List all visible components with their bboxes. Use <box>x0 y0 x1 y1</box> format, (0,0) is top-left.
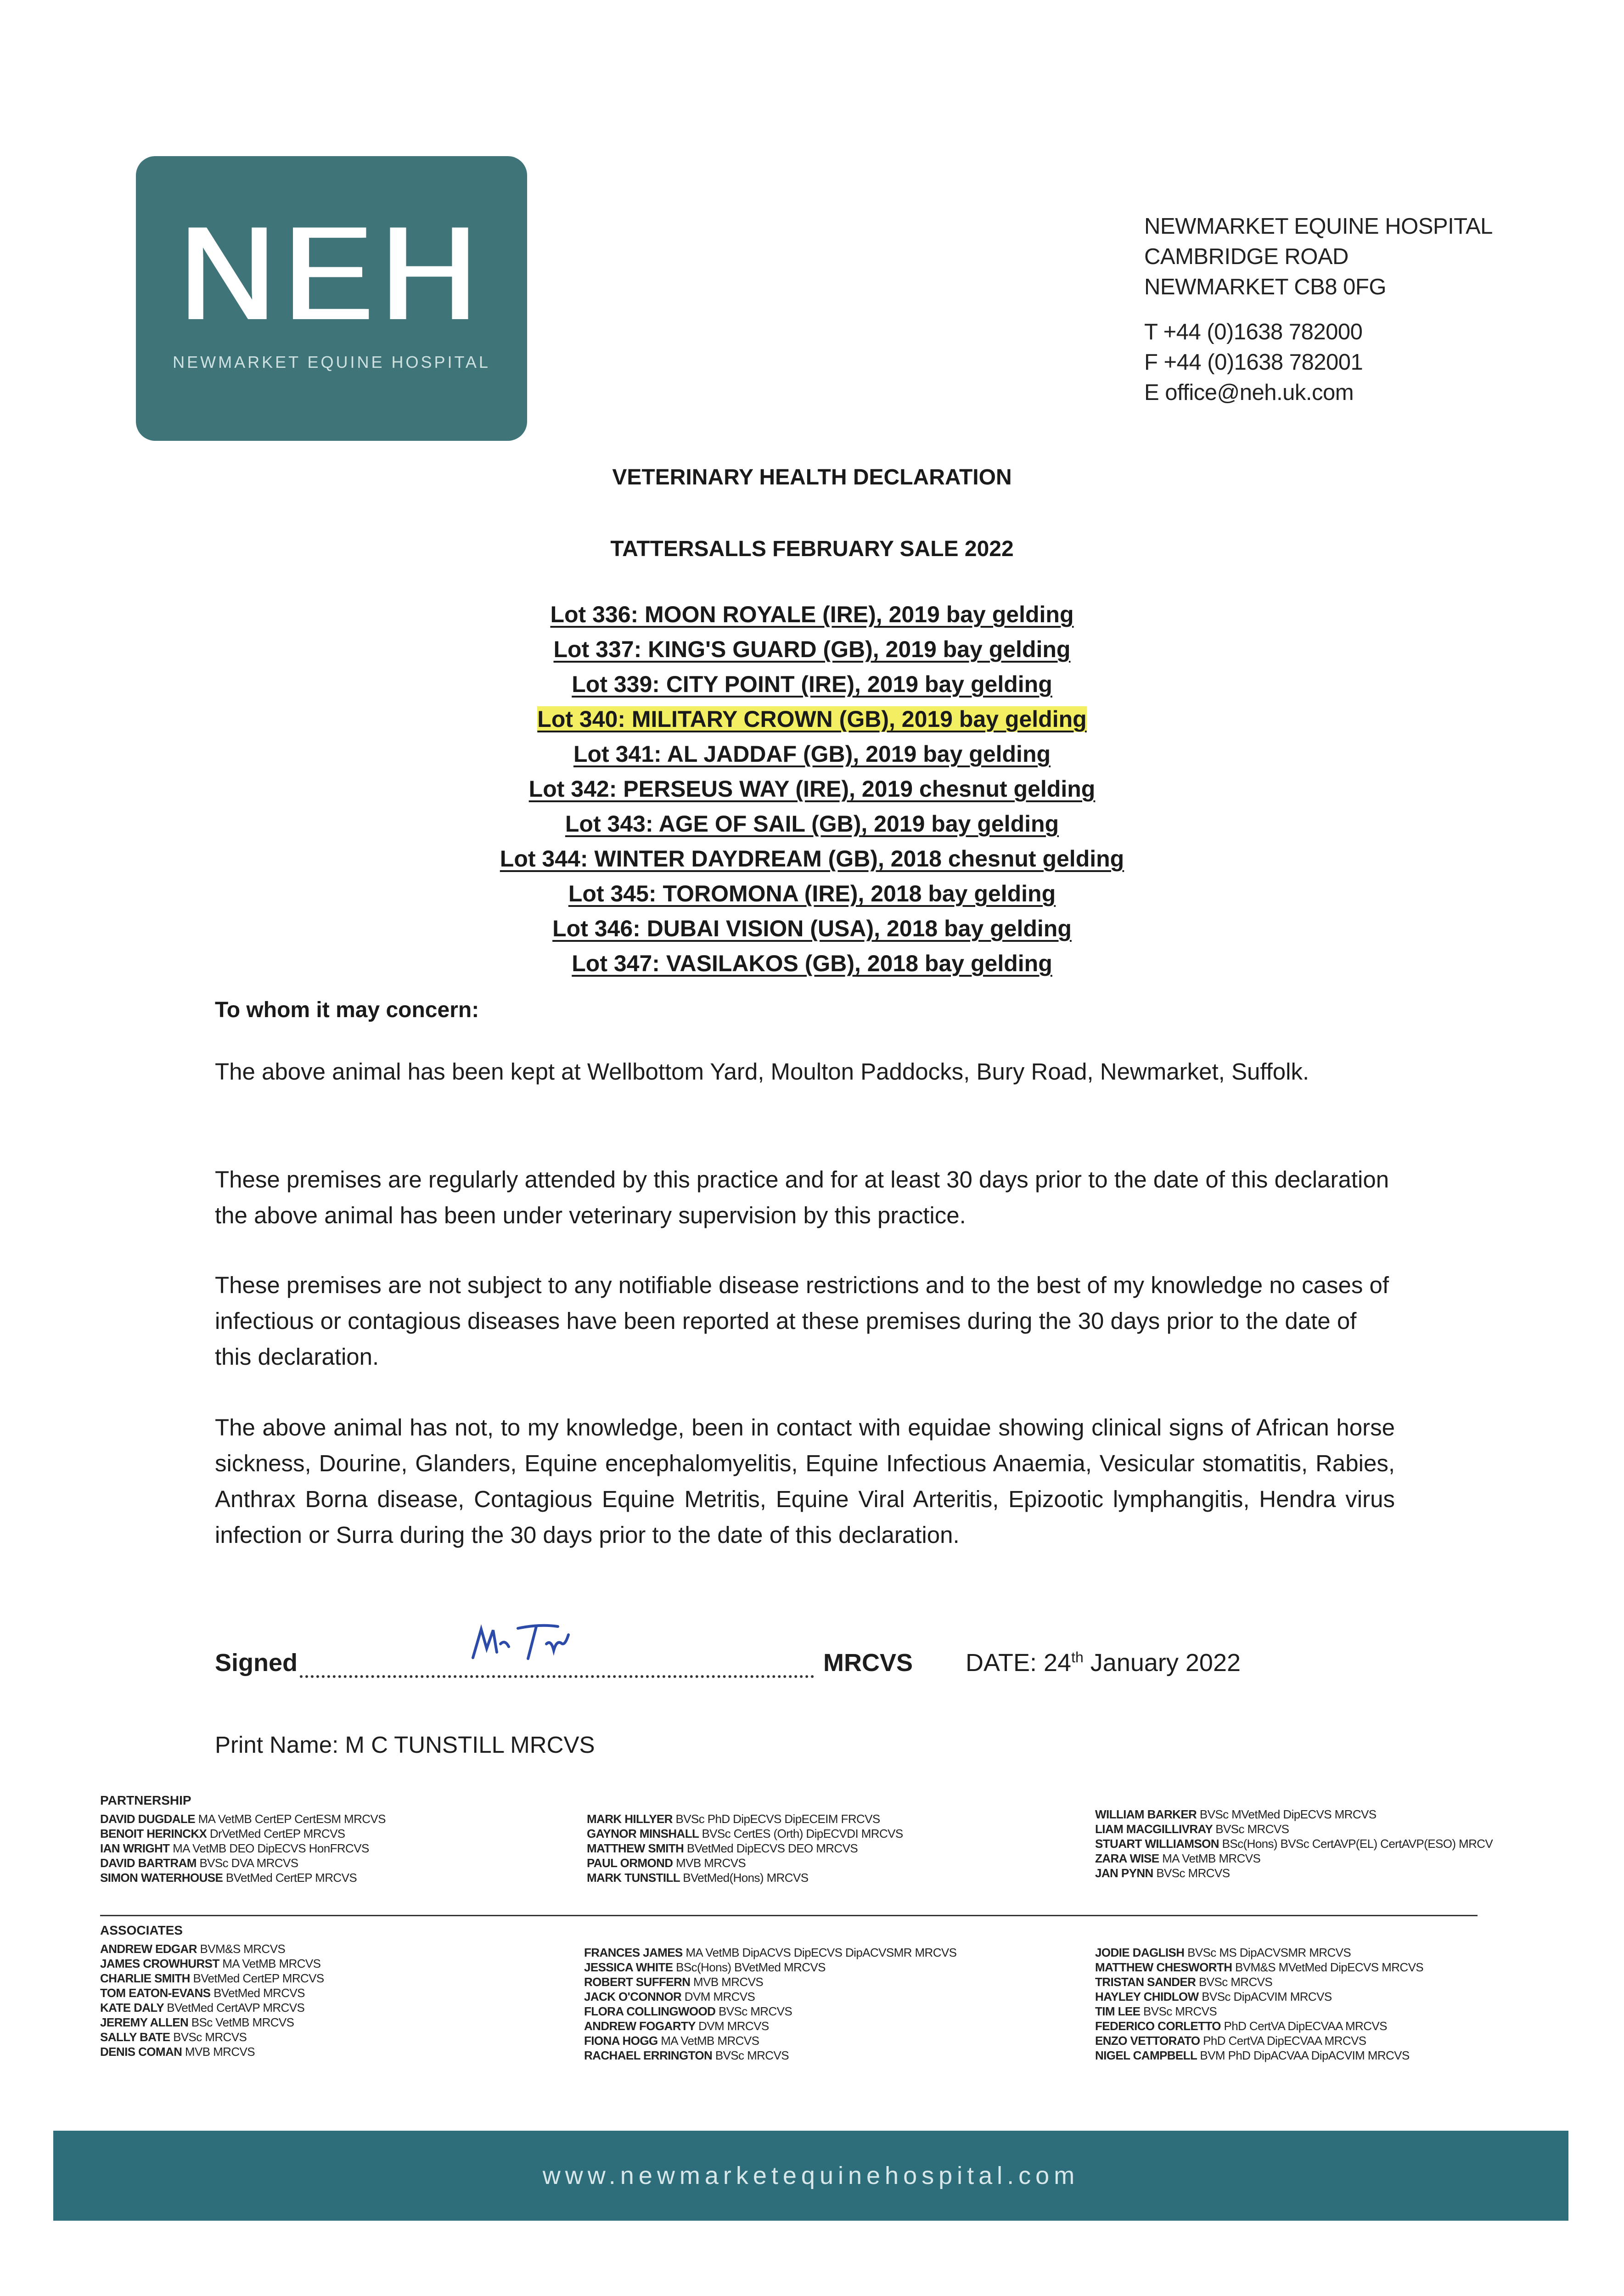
contact-lines <box>1144 317 1557 408</box>
staff-line: ZARA WISE MA VetMB MRCVS <box>1095 1851 1261 1865</box>
staff-line: HAYLEY CHIDLOW BVSc DipACVIM MRCVS <box>1095 1990 1332 2003</box>
hospital-name: NEWMARKET EQUINE HOSPITAL <box>1144 214 1493 239</box>
staff-line: FRANCES JAMES MA VetMB DipACVS DipECVS DipACVSMR MRCVS <box>584 1946 957 1959</box>
lot-item: Lot 345: TOROMONA (IRE), 2018 bay gelding <box>568 881 1056 906</box>
lot-item: Lot 341: AL JADDAF (GB), 2019 bay gelding <box>573 741 1051 767</box>
staff-line: DENIS COMAN MVB MRCVS <box>100 2045 255 2059</box>
email-line: E office@neh.uk.com <box>1144 380 1354 405</box>
staff-line: ROBERT SUFFERN MVB MRCVS <box>584 1975 764 1989</box>
staff-line: TRISTAN SANDER BVSc MRCVS <box>1095 1975 1273 1989</box>
salutation: To whom it may concern: <box>215 998 479 1022</box>
logo-mark: NEH <box>178 199 485 348</box>
staff-line: CHARLIE SMITH BVetMed CertEP MRCVS <box>100 1971 324 1985</box>
lot-item: Lot 342: PERSEUS WAY (IRE), 2019 chesnut gelding <box>528 776 1096 802</box>
partnership-heading: PARTNERSHIP <box>100 1793 191 1807</box>
staff-line: JACK O'CONNOR DVM MRCVS <box>584 1990 755 2003</box>
staff-line: IAN WRIGHT MA VetMB DEO DipECVS HonFRCVS <box>100 1841 369 1855</box>
staff-line: NIGEL CAMPBELL BVM PhD DipACVAA DipACVIM MRCVS <box>1095 2048 1410 2062</box>
sale-title: TATTERSALLS FEBRUARY SALE 2022 <box>610 537 1014 561</box>
staff-line: BENOIT HERINCKX DrVetMed CertEP MRCVS <box>100 1827 345 1840</box>
staff-line: JAMES CROWHURST MA VetMB MRCVS <box>100 1957 321 1970</box>
lot-item: Lot 339: CITY POINT (IRE), 2019 bay gelding <box>572 671 1052 697</box>
associates-col-1 <box>100 1923 324 2059</box>
phone-line: T +44 (0)1638 782000 <box>1144 320 1363 344</box>
associates-col-3 <box>1095 1945 1423 2063</box>
neh-logo <box>136 156 527 441</box>
staff-line: STUART WILLIAMSON BSc(Hons) BVSc CertAVP(EL) CertAVP(ESO) MRCV <box>1095 1837 1493 1851</box>
associates-col-2 <box>584 1945 956 2063</box>
staff-line: MATTHEW SMITH BVetMed DipECVS DEO MRCVS <box>587 1841 858 1855</box>
print-name: Print Name: M C TUNSTILL MRCVS <box>215 1732 595 1758</box>
staff-line: ENZO VETTORATO PhD CertVA DipECVAA MRCVS <box>1095 2034 1366 2048</box>
signature-row <box>215 1649 1482 1690</box>
staff-line: TOM EATON-EVANS BVetMed MRCVS <box>100 1986 305 2000</box>
logo-subtitle: NEWMARKET EQUINE HOSPITAL <box>173 353 490 371</box>
website-url[interactable]: www.newmarketequinehospital.com <box>542 2162 1079 2189</box>
address-block <box>1144 211 1557 408</box>
associates-heading: ASSOCIATES <box>100 1923 183 1937</box>
staff-line: RACHAEL ERRINGTON BVSc MRCVS <box>584 2048 789 2062</box>
signed-label: Signed <box>215 1649 298 1677</box>
lot-list <box>0 597 1624 981</box>
staff-line: SALLY BATE BVSc MRCVS <box>100 2030 247 2044</box>
lot-item: Lot 347: VASILAKOS (GB), 2018 bay gelding <box>572 951 1052 976</box>
partnership-col-2 <box>587 1812 903 1885</box>
fax-line: F +44 (0)1638 782001 <box>1144 350 1363 375</box>
lot-item: Lot 343: AGE OF SAIL (GB), 2019 bay gelding <box>565 811 1059 837</box>
staff-line: FLORA COLLINGWOOD BVSc MRCVS <box>584 2004 792 2018</box>
staff-line: DAVID DUGDALE MA VetMB CertEP CertESM MRCVS <box>100 1812 386 1826</box>
staff-line: FEDERICO CORLETTO PhD CertVA DipECVAA MRCVS <box>1095 2019 1387 2033</box>
paragraph-restrictions: These premises are not subject to any notifiable disease restrictions and to the best of my knowledge no cases of infectious or contagious diseases have been reported at these premises during the 30 days prior to the date of this declaration. <box>215 1272 1389 1370</box>
staff-line: WILLIAM BARKER BVSc MVetMed DipECVS MRCVS <box>1095 1807 1377 1821</box>
staff-line: ANDREW FOGARTY DVM MRCVS <box>584 2019 769 2033</box>
lot-item: Lot 336: MOON ROYALE (IRE), 2019 bay gelding <box>550 602 1074 627</box>
staff-line: JAN PYNN BVSc MRCVS <box>1095 1866 1230 1880</box>
staff-line: SIMON WATERHOUSE BVetMed CertEP MRCVS <box>100 1871 357 1885</box>
staff-line: JEREMY ALLEN BSc VetMB MRCVS <box>100 2015 294 2029</box>
footer-band <box>53 2131 1568 2221</box>
town-line: NEWMARKET CB8 0FG <box>1144 275 1386 299</box>
street-line: CAMBRIDGE ROAD <box>1144 244 1349 269</box>
staff-line: FIONA HOGG MA VetMB MRCVS <box>584 2034 759 2048</box>
lot-item: Lot 346: DUBAI VISION (USA), 2018 bay gelding <box>552 916 1072 941</box>
divider-rule <box>100 1915 1478 1916</box>
staff-line: MATTHEW CHESWORTH BVM&S MVetMed DipECVS MRCVS <box>1095 1960 1424 1974</box>
staff-line: JODIE DAGLISH BVSc MS DipACVSMR MRCVS <box>1095 1946 1351 1959</box>
signature-dotted-line <box>300 1675 814 1678</box>
partnership-col-1 <box>100 1793 386 1885</box>
paragraph-contact: The above animal has not, to my knowledge, been in contact with equidae showing clinical signs of African horse sickness, Dourine, Glanders, Equine encephalomyelitis, Equine Infectious Anaemia, Vesicular stomatitis, Rabies, Anthrax Borna disease, Contagious Equine Metritis, Equine Viral Arteritis, Epizootic lymphangitis, Hendra virus infection or Surra during the 30 days prior to the date of this declaration. <box>215 1414 1395 1548</box>
staff-line: GAYNOR MINSHALL BVSc CertES (Orth) DipECVDI MRCVS <box>587 1827 903 1840</box>
partnership-col-3 <box>1095 1807 1493 1880</box>
staff-line: DAVID BARTRAM BVSc DVA MRCVS <box>100 1856 298 1870</box>
staff-line: TIM LEE BVSc MRCVS <box>1095 2004 1217 2018</box>
staff-line: MARK HILLYER BVSc PhD DipECVS DipECEIM FRCVS <box>587 1812 880 1826</box>
paragraph-premises: The above animal has been kept at Wellbottom Yard, Moulton Paddocks, Bury Road, Newmarket, Suffolk. <box>215 1058 1309 1085</box>
declaration-date: DATE: 24th January 2022 <box>966 1649 1241 1677</box>
lot-item: Lot 340: MILITARY CROWN (GB), 2019 bay gelding <box>537 706 1087 732</box>
staff-line: ANDREW EDGAR BVM&S MRCVS <box>100 1942 286 1956</box>
signature-suffix: MRCVS <box>823 1649 913 1677</box>
staff-line: MARK TUNSTILL BVetMed(Hons) MRCVS <box>587 1871 809 1885</box>
lot-item: Lot 344: WINTER DAYDREAM (GB), 2018 chesnut gelding <box>500 846 1124 872</box>
staff-line: JESSICA WHITE BSc(Hons) BVetMed MRCVS <box>584 1960 826 1974</box>
paragraph-supervision: These premises are regularly attended by this practice and for at least 30 days prior to the date of this declaration the above animal has been under veterinary supervision by this practice. <box>215 1166 1389 1228</box>
staff-line: LIAM MACGILLIVRAY BVSc MRCVS <box>1095 1822 1289 1836</box>
lot-item: Lot 337: KING'S GUARD (GB), 2019 bay gelding <box>553 636 1071 662</box>
staff-line: PAUL ORMOND MVB MRCVS <box>587 1856 746 1870</box>
document-title: VETERINARY HEALTH DECLARATION <box>612 465 1012 490</box>
staff-line: KATE DALY BVetMed CertAVP MRCVS <box>100 2001 305 2015</box>
